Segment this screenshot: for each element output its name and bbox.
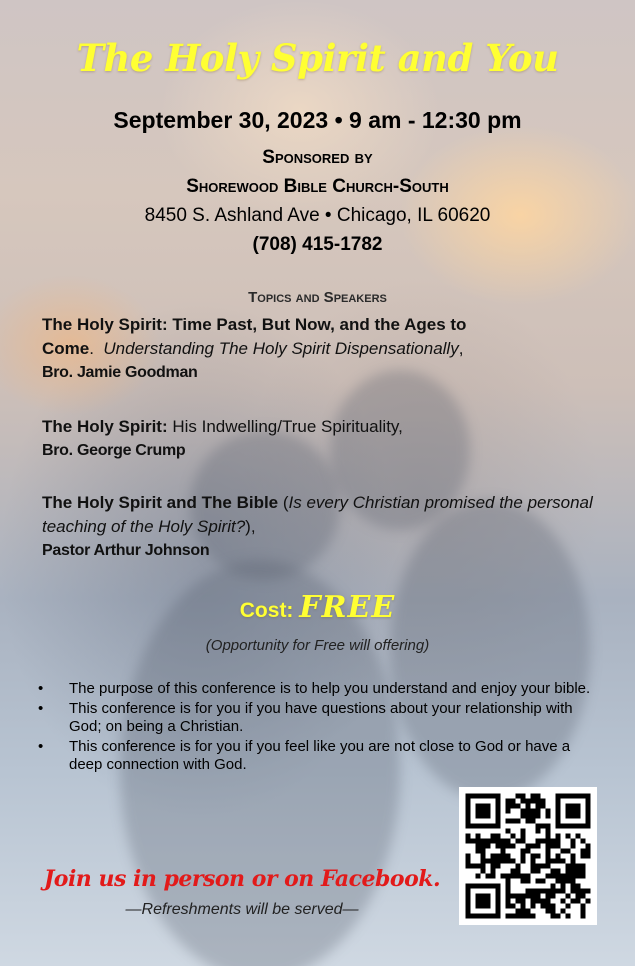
topic-subtitle: His Indwelling/True Spirituality,: [167, 417, 403, 436]
topic-subtitle: Is every Christian promised the personal teaching of the Holy Spirit?: [42, 493, 593, 536]
qr-code-graphic: [459, 787, 597, 925]
church-address: 8450 S. Ashland Ave • Chicago, IL 60620: [144, 205, 491, 226]
list-item-text: The purpose of this conference is to help you understand and enjoy your bible.: [69, 680, 591, 697]
topic-trailing: ,: [458, 339, 464, 358]
bullet-marker: •: [38, 700, 44, 717]
topic-separator: .: [89, 339, 104, 358]
topic-speaker: Bro. George Crump: [42, 442, 186, 459]
offering-note: (Opportunity for Free will offering): [205, 637, 430, 654]
list-item: [38, 738, 598, 774]
topics-heading: Topics and Speakers: [248, 289, 387, 306]
topic-item: [42, 313, 602, 385]
purpose-list: [38, 680, 598, 776]
cost-value: FREE: [299, 590, 396, 625]
sponsored-by-label: Sponsored by: [262, 147, 373, 168]
bullet-marker: •: [38, 680, 44, 697]
topic-item: [42, 491, 602, 563]
list-item-text: This conference is for you if you have questions about your relationship with God; on being a Christian.: [69, 700, 573, 735]
church-phone: (708) 415-1782: [252, 234, 383, 255]
bullet-marker: •: [38, 738, 44, 755]
topic-close-paren: ),: [245, 517, 256, 536]
topic-item: [42, 415, 602, 463]
church-name: Shorewood Bible Church-South: [186, 176, 449, 197]
topic-speaker: Pastor Arthur Johnson: [42, 542, 210, 559]
list-item: [38, 700, 598, 736]
topic-subtitle: Understanding The Holy Spirit Dispensationally: [103, 339, 459, 358]
list-item: [38, 680, 598, 698]
topic-title: The Holy Spirit:: [42, 417, 168, 436]
qr-code[interactable]: [459, 787, 597, 925]
list-item-text: This conference is for you if you feel like you are not close to God or have a deep connection with God.: [69, 738, 571, 773]
cost-line: [0, 590, 635, 625]
cost-label: Cost:: [239, 599, 300, 622]
join-invitation: Join us in person or on Facebook.: [43, 866, 441, 892]
event-date-time: September 30, 2023 • 9 am - 12:30 pm: [113, 107, 522, 133]
topic-open-paren: (: [278, 493, 289, 512]
flyer-title: The Holy Spirit and You: [76, 36, 559, 80]
topic-speaker: Bro. Jamie Goodman: [42, 364, 198, 381]
topic-title: The Holy Spirit and The Bible: [42, 493, 279, 512]
refreshments-note: —Refreshments will be served—: [125, 901, 359, 918]
topic-title: The Holy Spirit: Time Past, But Now, and the Ages to Come: [42, 315, 467, 358]
